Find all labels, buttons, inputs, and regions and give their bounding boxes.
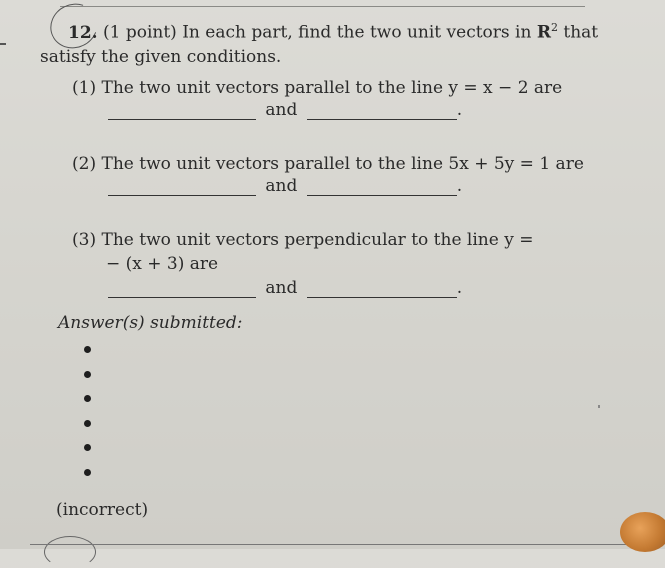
part-label: (1) — [72, 78, 97, 98]
bottom-pen-arc — [44, 536, 96, 568]
part-3-answer-row — [108, 278, 462, 298]
answer-blank-3a[interactable] — [108, 279, 256, 298]
answer-blank-1a[interactable] — [108, 101, 256, 120]
part-3 — [72, 228, 592, 276]
list-item — [84, 346, 91, 353]
and-label: and — [265, 278, 298, 298]
part-text: The two unit vectors perpendicular to the line y = — [101, 230, 534, 250]
list-item — [84, 444, 91, 451]
list-item — [84, 395, 91, 402]
answer-blank-2b[interactable] — [307, 177, 457, 196]
bottom-rule — [30, 544, 635, 545]
problem-intro-tail: that — [563, 22, 599, 43]
space-symbol: R — [536, 22, 551, 43]
orange-object — [620, 512, 665, 552]
answer-blank-2a[interactable] — [108, 177, 256, 196]
top-rule — [60, 6, 585, 7]
period: . — [456, 176, 463, 196]
and-label: and — [265, 176, 298, 196]
part-label: (3) — [72, 230, 97, 250]
part-label: (2) — [72, 154, 97, 174]
problem-intro-line2: satisfy the given conditions. — [40, 46, 282, 67]
period: . — [456, 100, 463, 120]
answer-blank-3b[interactable] — [307, 279, 457, 298]
part-text-line2: − (x + 3) are — [106, 254, 219, 274]
problem-number: 12. — [68, 22, 98, 43]
submitted-answers-list — [84, 346, 91, 493]
period: . — [456, 278, 463, 298]
part-text: The two unit vectors parallel to the line y = x − 2 are — [101, 78, 563, 98]
part-text: The two unit vectors parallel to the line 5x + 5y = 1 are — [101, 154, 584, 174]
answers-submitted-label: Answer(s) submitted: — [58, 313, 243, 333]
list-item — [84, 469, 91, 476]
and-label: and — [265, 100, 298, 120]
margin-tick — [0, 43, 6, 45]
problem-points-text: (1 point) In each part, find the two unit vectors in — [102, 22, 532, 43]
problem-statement — [40, 16, 600, 69]
part-1 — [72, 76, 592, 100]
space-exponent: 2 — [550, 21, 558, 34]
paper-speck — [598, 405, 600, 408]
answer-blank-1b[interactable] — [307, 101, 457, 120]
result-status: (incorrect) — [56, 500, 149, 520]
part-2-answer-row — [108, 176, 462, 196]
list-item — [84, 420, 91, 427]
part-1-answer-row — [108, 100, 462, 120]
part-2 — [72, 152, 592, 176]
list-item — [84, 371, 91, 378]
